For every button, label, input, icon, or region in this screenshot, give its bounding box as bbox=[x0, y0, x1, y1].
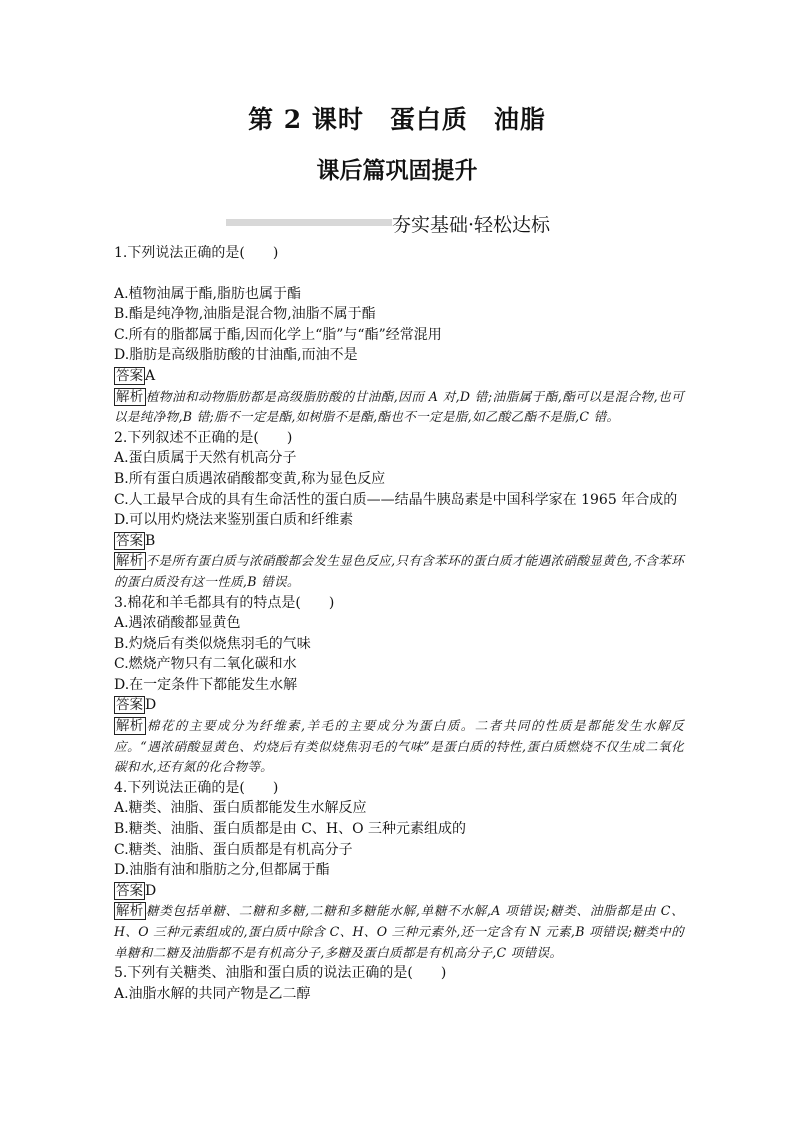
option-a: A.糖类、油脂、蛋白质都能发生水解反应 bbox=[114, 800, 367, 817]
answer-value: B bbox=[145, 532, 156, 549]
option-b: B.灼烧后有类似烧焦羽毛的气味 bbox=[114, 635, 311, 652]
answer-line bbox=[114, 366, 684, 387]
question-stem: 5.下列有关糖类、油脂和蛋白质的说法正确的是( ) bbox=[114, 965, 447, 982]
option-d: D.脂肪是高级脂肪酸的甘油酯,而油不是 bbox=[114, 347, 358, 364]
explanation-label: 解析 bbox=[116, 718, 144, 735]
answer-value: D bbox=[145, 697, 157, 714]
explanation-text: 糖类包括单糖、二糖和多糖,二糖和多糖能水解,单糖不水解,A 项错误;糖类、油脂都是由 C、H、O 三种元素组成的,蛋白质中除含 C、H、O 三种元素外,还一定含有 N 元素,B 项错误;糖类中的单糖和二糖及油脂都不是有机高分子,多糖及蛋白质都是有机高分子,C 项错误。 bbox=[114, 903, 684, 960]
option-c: C.糖类、油脂、蛋白质都是有机高分子 bbox=[114, 841, 353, 858]
option-a: A.蛋白质属于天然有机高分子 bbox=[114, 450, 297, 467]
explanation-label: 解析 bbox=[116, 388, 144, 405]
explanation-line bbox=[114, 551, 684, 592]
option-a: A.植物油属于酯,脂肪也属于酯 bbox=[114, 285, 302, 302]
answer-line bbox=[114, 695, 684, 716]
option-c: C.人工最早合成的具有生命活性的蛋白质——结晶牛胰岛素是中国科学家在 1965 年合成的 bbox=[114, 491, 678, 508]
explanation-line bbox=[114, 716, 684, 778]
explanation-text: 不是所有蛋白质与浓硝酸都会发生显色反应,只有含苯环的蛋白质才能遇浓硝酸显黄色,不含苯环的蛋白质没有这一性质,B 错误。 bbox=[114, 553, 684, 589]
question-stem: 4.下列说法正确的是( ) bbox=[114, 779, 279, 796]
question-4 bbox=[114, 778, 684, 963]
option-c: C.所有的脂都属于酯,因而化学上“脂”与“酯”经常混用 bbox=[114, 326, 442, 343]
option-b: B.糖类、油脂、蛋白质都是由 C、H、O 三种元素组成的 bbox=[114, 821, 467, 838]
question-2 bbox=[114, 428, 684, 593]
answer-line bbox=[114, 881, 684, 902]
question-stem: 1.下列说法正确的是( ) bbox=[114, 245, 279, 261]
explanation-label: 解析 bbox=[116, 553, 144, 570]
section-header bbox=[226, 210, 568, 236]
answer-value: D bbox=[145, 882, 157, 899]
question-1 bbox=[114, 243, 684, 428]
section-divider-bar bbox=[226, 219, 392, 226]
option-c: C.燃烧产物只有二氧化碳和水 bbox=[114, 656, 297, 673]
question-stem: 3.棉花和羊毛都具有的特点是( ) bbox=[114, 594, 335, 611]
option-d: D.油脂有油和脂肪之分,但都属于酯 bbox=[114, 862, 330, 879]
answer-line bbox=[114, 531, 684, 552]
question-stem: 2.下列叙述不正确的是( ) bbox=[114, 429, 293, 446]
explanation-line bbox=[114, 387, 684, 428]
option-b: B.酯是纯净物,油脂是混合物,油脂不属于酯 bbox=[114, 306, 376, 323]
answer-label: 答案 bbox=[116, 532, 143, 549]
option-a: A.遇浓硝酸都显黄色 bbox=[114, 615, 241, 632]
answer-label: 答案 bbox=[116, 882, 143, 899]
question-list bbox=[114, 243, 684, 1004]
option-d: D.可以用灼烧法来鉴别蛋白质和纤维素 bbox=[114, 512, 354, 529]
section-label: 夯实基础·轻松达标 bbox=[392, 214, 551, 236]
question-5 bbox=[114, 963, 684, 1004]
explanation-text: 棉花的主要成分为纤维素,羊毛的主要成分为蛋白质。二者共同的性质是都能发生水解反应。“遇浓硝酸显黄色、灼烧后有类似烧焦羽毛的气味”是蛋白质的特性,蛋白质燃烧不仅生成二氧化碳和水,还有氮的化合物等。 bbox=[114, 718, 684, 775]
question-3 bbox=[114, 593, 684, 778]
answer-value: A bbox=[145, 367, 156, 384]
answer-label: 答案 bbox=[116, 697, 143, 714]
explanation-label: 解析 bbox=[116, 903, 144, 920]
answer-label: 答案 bbox=[116, 367, 143, 384]
explanation-line bbox=[114, 901, 684, 963]
option-b: B.所有蛋白质遇浓硝酸都变黄,称为显色反应 bbox=[114, 470, 386, 487]
option-d: D.在一定条件下都能发生水解 bbox=[114, 676, 298, 693]
page-title: 第 2 课时 蛋白质 油脂 bbox=[248, 105, 546, 134]
explanation-text: 植物油和动物脂肪都是高级脂肪酸的甘油酯,因而 A 对,D 错;油脂属于酯,酯可以是混合物,也可以是纯净物,B 错;脂不一定是酯,如树脂不是酯,酯也不一定是脂,如乙酸乙酯不是脂,C 错。 bbox=[114, 388, 684, 425]
page-subtitle: 课后篇巩固提升 bbox=[316, 157, 478, 184]
option-a: A.油脂水解的共同产物是乙二醇 bbox=[114, 985, 311, 1002]
